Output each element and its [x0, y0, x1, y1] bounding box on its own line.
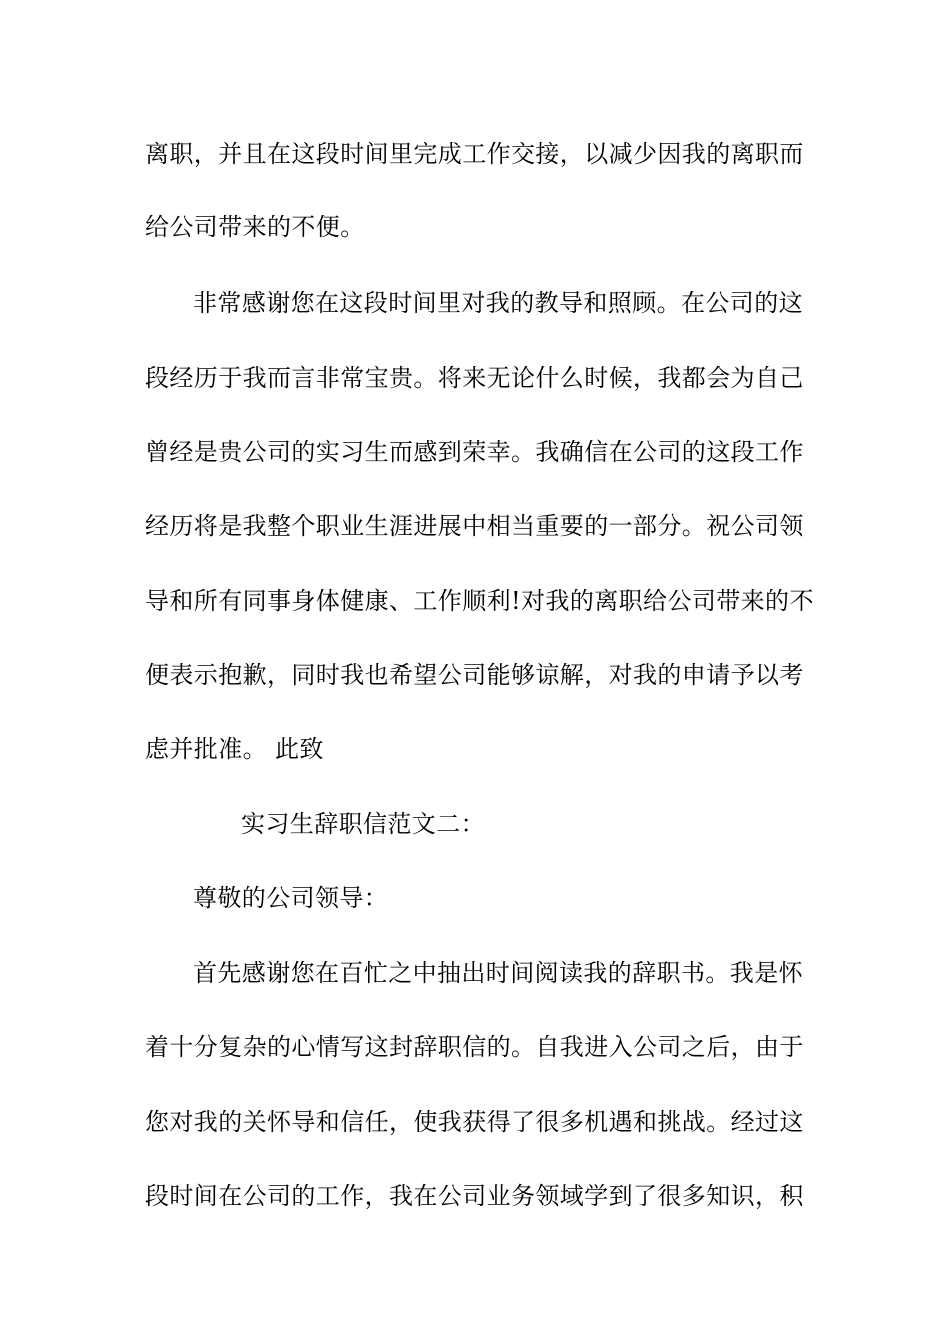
text-line: 段时间在公司的工作，我在公司业务领域学到了很多知识，积: [145, 1182, 804, 1210]
text-line: 曾经是贵公司的实习生而感到荣幸。我确信在公司的这段工作: [145, 438, 804, 466]
text-line: 着十分复杂的心情写这封辞职信的。自我进入公司之后，由于: [145, 1033, 804, 1061]
paragraph-start-line: 非常感谢您在这段时间里对我的教导和照顾。在公司的这: [193, 289, 803, 317]
text-line: 您对我的关怀导和信任，使我获得了很多机遇和挑战。经过这: [145, 1108, 804, 1136]
text-line: 便表示抱歉，同时我也希望公司能够谅解，对我的申请予以考: [145, 661, 804, 689]
paragraph-start-line: 首先感谢您在百忙之中抽出时间阅读我的辞职书。我是怀: [193, 959, 803, 987]
text-line: 离职，并且在这段时间里完成工作交接，以减少因我的离职而: [145, 140, 804, 168]
text-line: 导和所有同事身体健康、工作顺利!对我的离职给公司带来的不: [145, 587, 814, 615]
closing-line: 虑并批准。 此致: [145, 735, 324, 763]
text-line: 经历将是我整个职业生涯进展中相当重要的一部分。祝公司领: [145, 512, 804, 540]
salutation: 尊敬的公司领导：: [193, 884, 389, 912]
text-line: 段经历于我而言非常宝贵。将来无论什么时候，我都会为自己: [145, 364, 804, 392]
section-heading: 实习生辞职信范文二：: [241, 810, 485, 838]
text-line: 给公司带来的不便。: [145, 213, 365, 241]
